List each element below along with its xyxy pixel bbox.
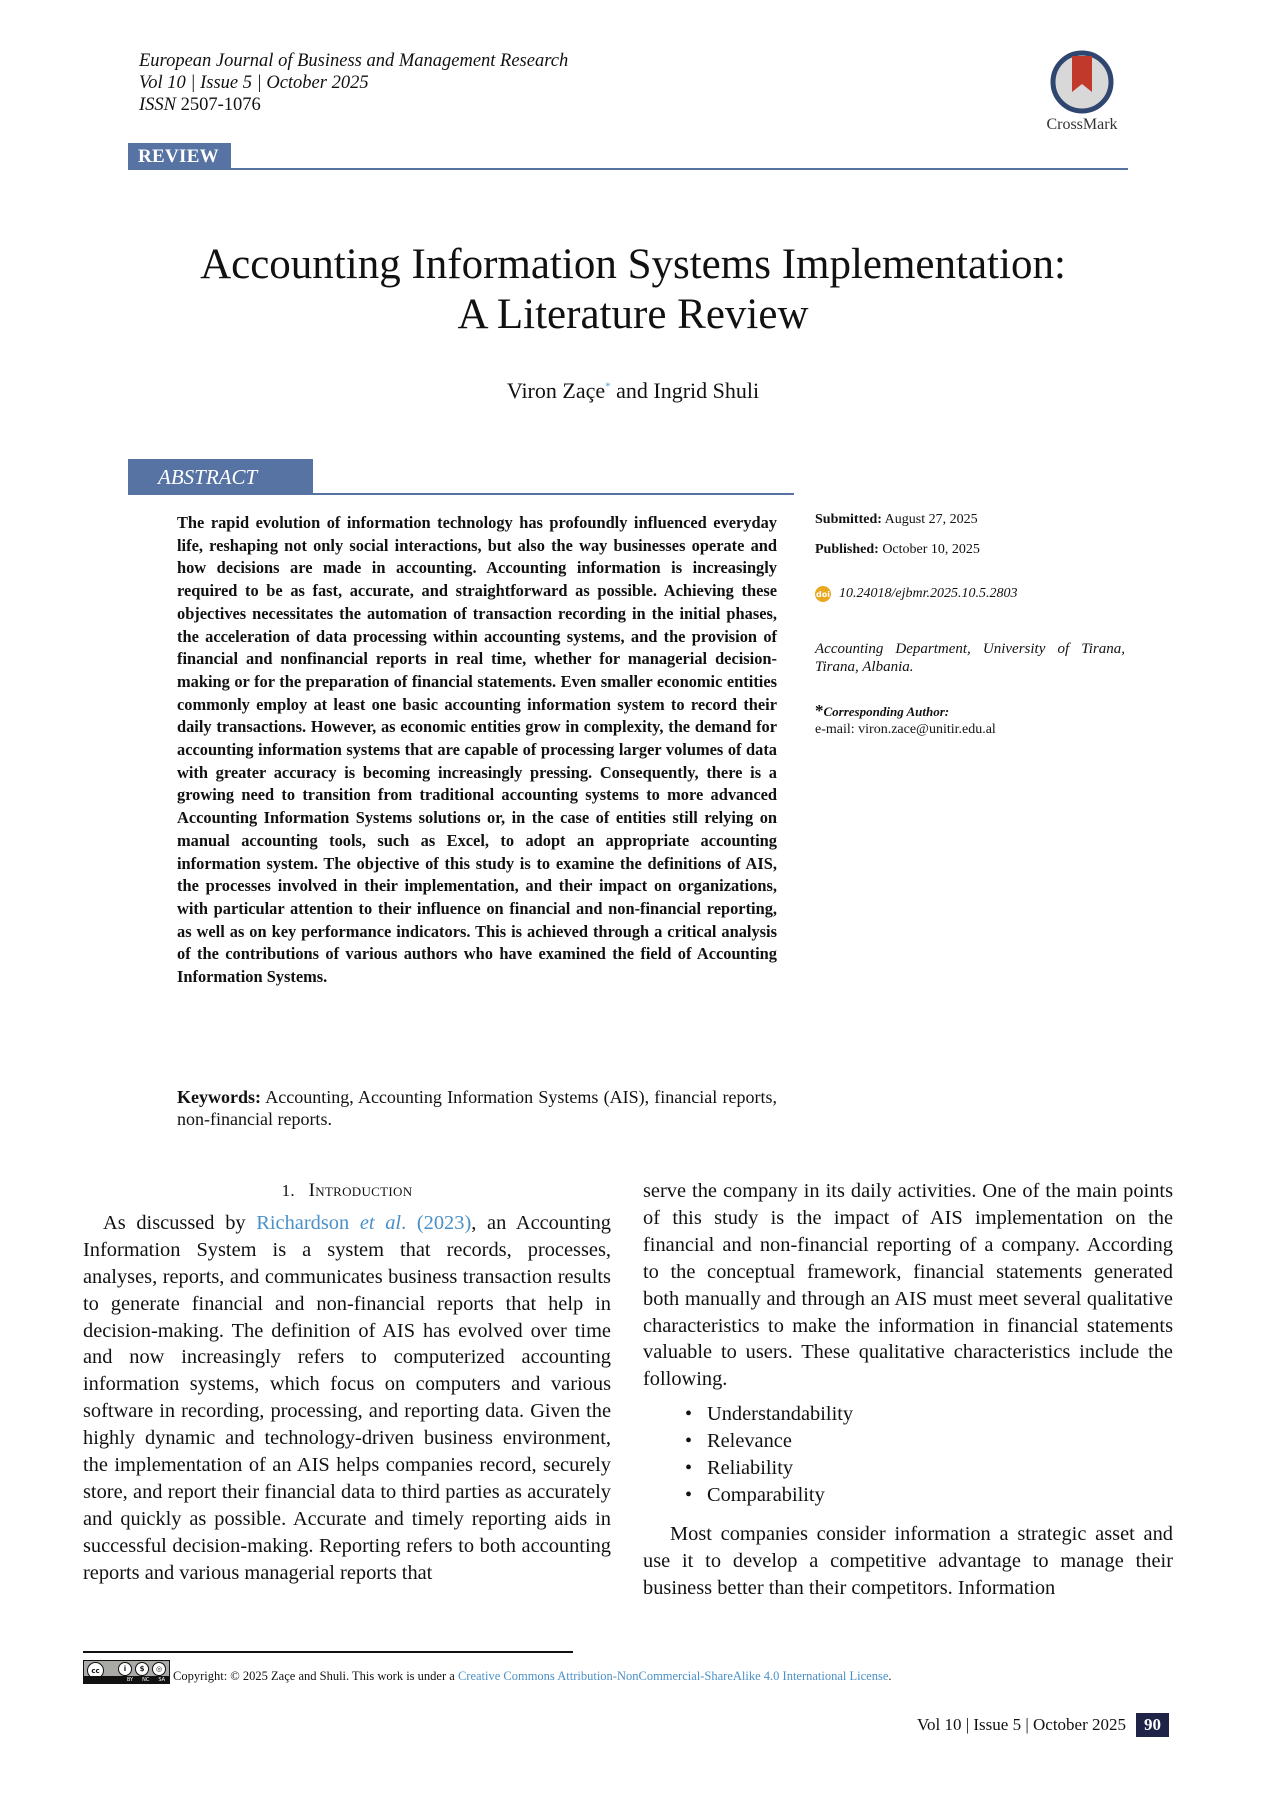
list-item: • Understandability <box>685 1401 1173 1428</box>
article-type-tag: REVIEW <box>128 143 231 169</box>
corresponding-marker[interactable]: * <box>605 380 611 393</box>
journal-volume-line: Vol 10 | Issue 5 | October 2025 <box>139 73 369 93</box>
issn-label: ISSN <box>139 95 176 115</box>
citation-link[interactable] <box>256 1212 471 1234</box>
license-text <box>173 1669 892 1684</box>
title-line-2: A Literature Review <box>457 291 809 338</box>
abstract-bar <box>128 459 794 495</box>
citation-etal: et al <box>359 1211 402 1234</box>
corresponding-star: * <box>815 701 824 720</box>
journal-issn <box>139 94 568 116</box>
author-1: Viron Zaçe <box>506 378 606 403</box>
article-type-bar <box>128 143 1128 170</box>
crossmark-ribbon-icon <box>1050 50 1114 114</box>
journal-name: European Journal of Business and Management Research <box>139 51 569 71</box>
corresponding-author <box>815 702 996 738</box>
keywords <box>177 1086 777 1130</box>
published-date: October 10, 2025 <box>882 542 980 557</box>
citation-year: . (2023) <box>401 1211 472 1234</box>
cc-by-nc-sa-icon[interactable] <box>83 1660 170 1684</box>
intro-paragraph-1 <box>83 1210 611 1587</box>
submitted-date: August 27, 2025 <box>884 512 978 527</box>
page-footer <box>917 1713 1169 1737</box>
footer-issue-line: Vol 10 | Issue 5 | October 2025 <box>916 1715 1126 1734</box>
license-link[interactable]: Creative Commons Attribution-NonCommercial-ShareAlike 4.0 International License <box>457 1669 889 1683</box>
crossmark-label: CrossMark <box>1046 116 1118 133</box>
author-connector: and <box>616 378 648 403</box>
section-number: 1. <box>281 1181 295 1200</box>
journal-header <box>139 50 568 116</box>
page-number: 90 <box>1136 1713 1169 1737</box>
abstract-text: The rapid evolution of information technology has profoundly influenced everyday life, reshaping not only social interactions, but also the way businesses operate and how decisions are made in accounting. Accounting information is increasingly required to be as fast, accurate, and straightforward as possible. Achieving these objectives necessitates the automation of transaction recording in the initial phases, the acceleration of data processing within accounting systems, and the provision of financial and nonfinancial reports in real time, whether for managerial decision-making or for the preparation of financial statements. Even smaller economic entities commonly employ at least one basic accounting information system to record their daily transactions. However, as economic entities grow in complexity, the demand for accounting information systems that are capable of processing larger volumes of data with greater accuracy is becoming increasingly pressing. Consequently, there is a growing need to transition from traditional accounting systems to more advanced Accounting Information Systems solutions or, in the case of entities still relying on manual accounting tools, such as Excel, to adopt an appropriate accounting information system. The objective of this study is to examine the definitions of AIS, the processes involved in their implementation, and their impact on organizations, with particular attention to their influence on financial and non-financial reporting, as well as on key performance indicators. This is achieved through a critical analysis of the contributions of various authors who have examined the field of Accounting Information Systems. <box>177 513 777 987</box>
noncommercial-icon: $ <box>135 1662 149 1676</box>
cc-sa-label: SA <box>158 1676 165 1683</box>
doi-icon: doi <box>815 586 831 602</box>
submitted-row <box>815 512 978 528</box>
cc-by-label: BY <box>126 1676 134 1683</box>
abstract-heading: ABSTRACT <box>128 459 313 494</box>
citation-author: Richardson <box>256 1211 360 1234</box>
title-line-1: Accounting Information Systems Implementation: <box>200 241 1066 288</box>
doi-row[interactable] <box>815 586 1018 602</box>
intro-paragraph-3: Most companies consider information a strategic asset and use it to develop a competitive advantage to manage their business better than their competitors. Information <box>643 1523 1173 1600</box>
license-notice <box>83 1660 892 1684</box>
issn-number: 2507-1076 <box>180 95 261 115</box>
list-item: • Comparability <box>685 1482 1173 1509</box>
paragraph-text: , an Accounting Information System is a system that records, processes, analyses, reports, and communicates business transaction results to generate financial and non-financial reports that help in decision-making. The definition of AIS has evolved over time and now increasingly refers to computerized accounting information systems, which focus on computers and various software in recording, processing, and reporting data. Given the highly dynamic and technology-driven business environment, the implementation of an AIS helps companies record, securely store, and report their financial data to third parties as accurately and quickly as possible. Accurate and timely reporting aids in successful decision-making. Reporting refers to both accounting reports and various managerial reports that <box>83 1211 611 1584</box>
keywords-label: Keywords: <box>177 1087 261 1107</box>
sharealike-icon: ◎ <box>152 1662 166 1676</box>
corresponding-label: Corresponding Author: <box>823 704 950 719</box>
article-title <box>0 240 1266 340</box>
section-heading <box>83 1178 611 1205</box>
submitted-label: Submitted: <box>815 512 882 527</box>
cc-labels <box>84 1676 169 1683</box>
author-2: Ingrid Shuli <box>653 378 760 403</box>
intro-paragraph-2: serve the company in its daily activities. One of the main points of this study is the impact of AIS implementation on the financial and non-financial reporting of a company. According to the conceptual framework, financial statements generated both manually and through an AIS must meet several qualitative characteristics to make the information in financial statements valuable to users. These qualitative characteristics include the following. <box>643 1180 1173 1391</box>
cc-nc-label: NC <box>142 1676 150 1683</box>
corresponding-email[interactable]: e-mail: viron.zace@unitir.edu.al <box>815 722 996 737</box>
cc-logo-icon: cc <box>87 1662 104 1679</box>
attribution-icon: i <box>118 1662 132 1676</box>
list-item: • Reliability <box>685 1455 1173 1482</box>
body-column-left <box>83 1178 611 1587</box>
crossmark-badge[interactable] <box>1032 50 1132 134</box>
qualitative-characteristics-list <box>643 1401 1173 1509</box>
paragraph-text: As discussed by <box>103 1211 257 1234</box>
body-column-right <box>643 1178 1173 1602</box>
copyright-text: Copyright: © 2025 Zaçe and Shuli. This work is under a <box>173 1669 458 1683</box>
footnote-divider <box>83 1651 573 1653</box>
list-item: • Relevance <box>685 1428 1173 1455</box>
published-row <box>815 542 980 558</box>
published-label: Published: <box>815 542 879 557</box>
doi-link[interactable]: 10.24018/ejbmr.2025.10.5.2803 <box>839 586 1018 601</box>
license-period: . <box>888 1669 892 1683</box>
section-title: Introduction <box>308 1180 413 1201</box>
author-list <box>0 378 1266 404</box>
keywords-list: Accounting, Accounting Information Systems (AIS), financial reports, non-financial reports. <box>177 1087 777 1129</box>
affiliation: Accounting Department, University of Tirana, Tirana, Albania. <box>815 641 1125 675</box>
